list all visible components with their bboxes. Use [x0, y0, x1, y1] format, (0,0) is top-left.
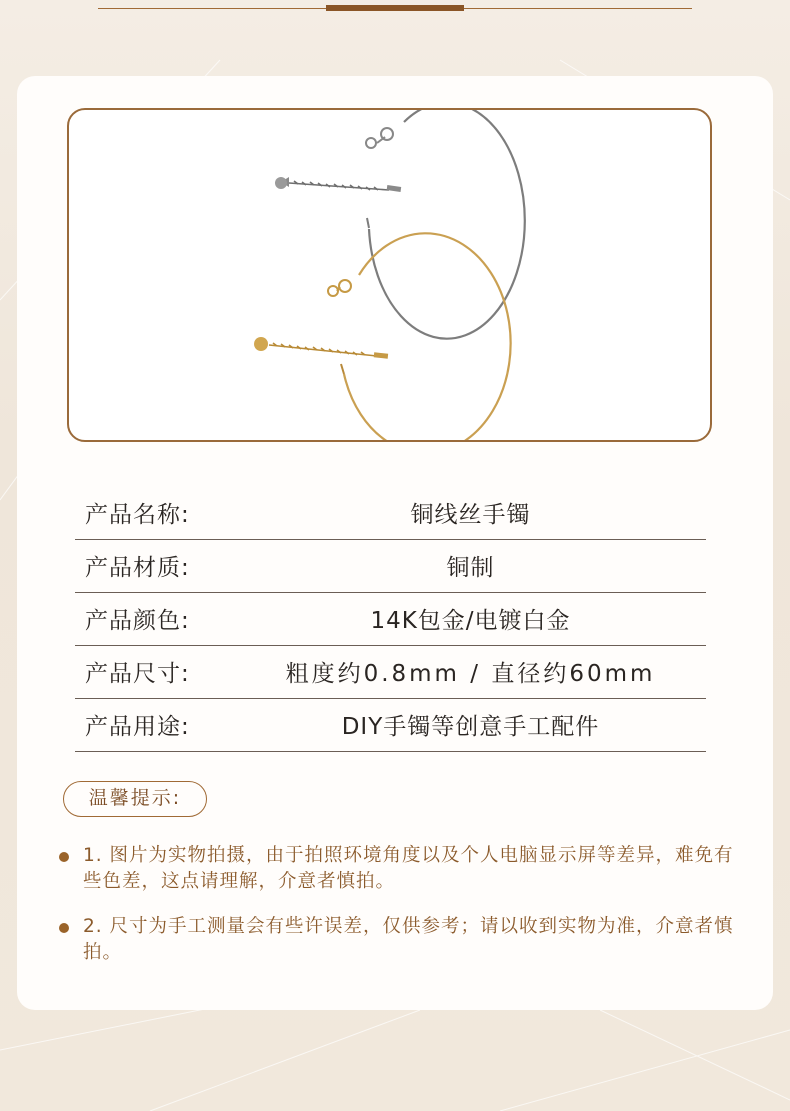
spec-label: 产品名称: [85, 502, 190, 528]
tip-item [83, 843, 743, 895]
tip-item [83, 914, 743, 966]
product-photo [67, 108, 712, 442]
spec-value: 铜制 [446, 555, 495, 581]
tip-text: 2. 尺寸为手工测量会有些许误差，仅供参考；请以收到实物为准，介意者慎拍。 [83, 916, 734, 963]
spec-label: 产品材质: [85, 555, 190, 581]
spec-value: 铜线丝手镯 [410, 502, 531, 528]
top-divider-accent [326, 5, 464, 11]
spec-label: 产品尺寸: [85, 661, 190, 687]
tips-title-badge: 温馨提示: [63, 781, 207, 817]
spec-row-usage [75, 699, 706, 752]
spec-row-size [75, 646, 706, 699]
spec-row-color [75, 593, 706, 646]
spec-row-material [75, 540, 706, 593]
spec-label: 产品用途: [85, 714, 190, 740]
tip-text: 1. 图片为实物拍摄，由于拍照环境角度以及个人电脑显示屏等差异，难免有些色差，这点请理解，介意者慎拍。 [83, 845, 734, 892]
spec-table [75, 487, 706, 752]
bullet-dot-icon [59, 923, 69, 933]
info-card [17, 76, 773, 1010]
spec-value: 粗度约0.8mm / 直径约60mm [285, 661, 656, 687]
spec-value: DIY手镯等创意手工配件 [341, 714, 600, 740]
spec-label: 产品颜色: [85, 608, 190, 634]
bullet-dot-icon [59, 852, 69, 862]
spec-value: 14K包金/电镀白金 [370, 608, 571, 634]
spec-row-name [75, 487, 706, 540]
bracelet-image [69, 110, 710, 440]
